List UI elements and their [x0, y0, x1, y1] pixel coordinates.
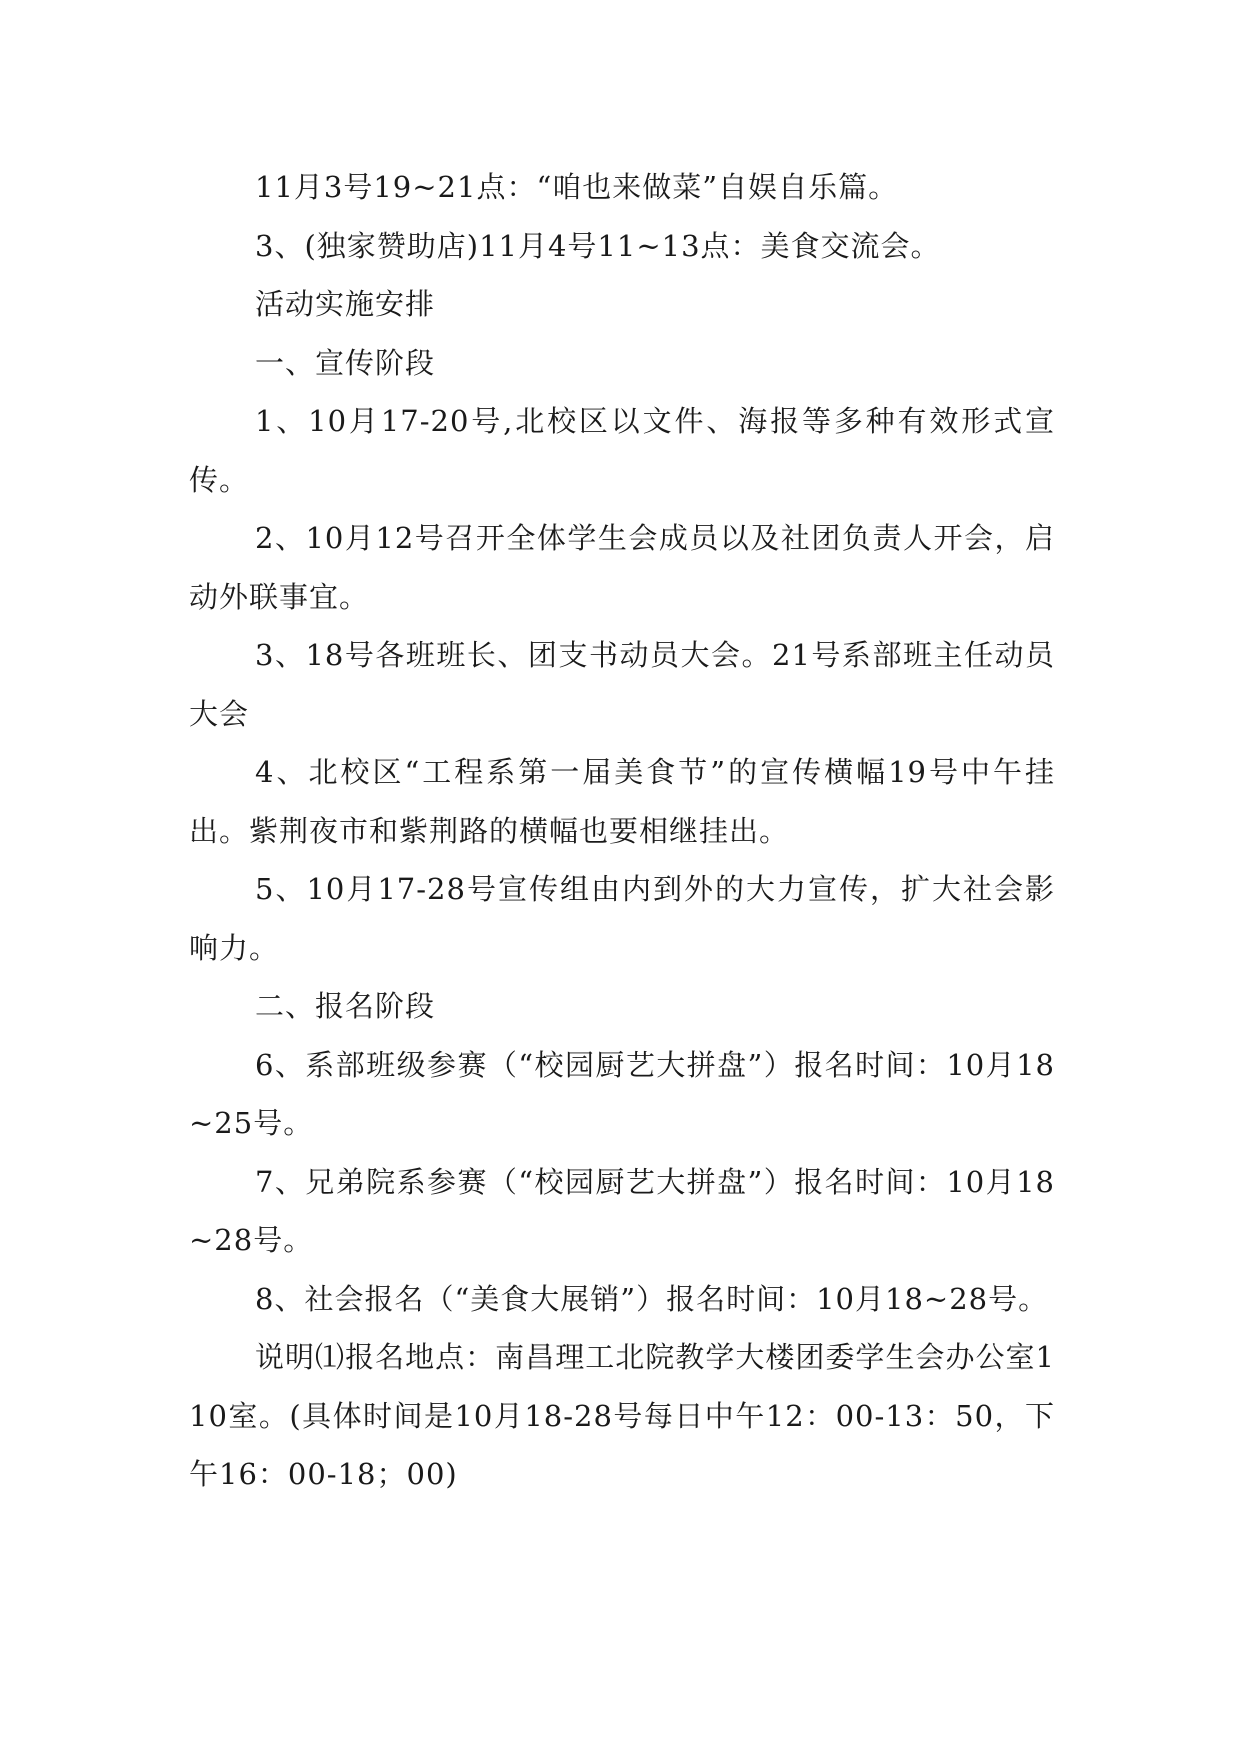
section-heading-publicity: 一、宣传阶段 — [255, 345, 436, 380]
paragraph-item-3: 3、18号各班班长、团支书动员大会。21号系部班主任动员大会 — [189, 638, 1055, 731]
paragraph-cooking-session: 11月3号19~21点：“咱也来做菜”自娱自乐篇。 — [255, 170, 899, 204]
paragraph-item-5: 5、10月17-28号宣传组由内到外的大力宣传，扩大社会影响力。 — [189, 872, 1055, 965]
paragraph-item-6: 6、系部班级参赛（“校园厨艺大拼盘”）报名时间：10月18~25号。 — [189, 1047, 1055, 1140]
paragraph-food-exchange: 3、(独家赞助店)11月4号11~13点：美食交流会。 — [255, 228, 941, 263]
paragraph-item-7: 7、兄弟院系参赛（“校园厨艺大拼盘”）报名时间：10月18~28号。 — [189, 1164, 1055, 1257]
section-heading-registration: 二、报名阶段 — [255, 989, 436, 1023]
document-body — [189, 158, 1055, 1504]
paragraph-item-4: 4、北校区“工程系第一届美食节”的宣传横幅19号中午挂出。紫荆夜市和紫荆路的横幅也要相继挂出。 — [189, 755, 1055, 848]
section-heading-implementation: 活动实施安排 — [255, 287, 436, 321]
paragraph-item-2: 2、10月12号召开全体学生会成员以及社团负责人开会，启动外联事宜。 — [189, 521, 1055, 614]
paragraph-item-1: 1、10月17-20号,北校区以文件、海报等多种有效形式宣传。 — [189, 404, 1055, 497]
paragraph-item-8: 8、社会报名（“美食大展销”）报名时间：10月18~28号。 — [255, 1281, 1049, 1316]
paragraph-note: 说明⑴报名地点：南昌理工北院教学大楼团委学生会办公室110室。(具体时间是10月18-28号每日中午12：00-13：50，下午16：00-18；00) — [189, 1340, 1055, 1491]
